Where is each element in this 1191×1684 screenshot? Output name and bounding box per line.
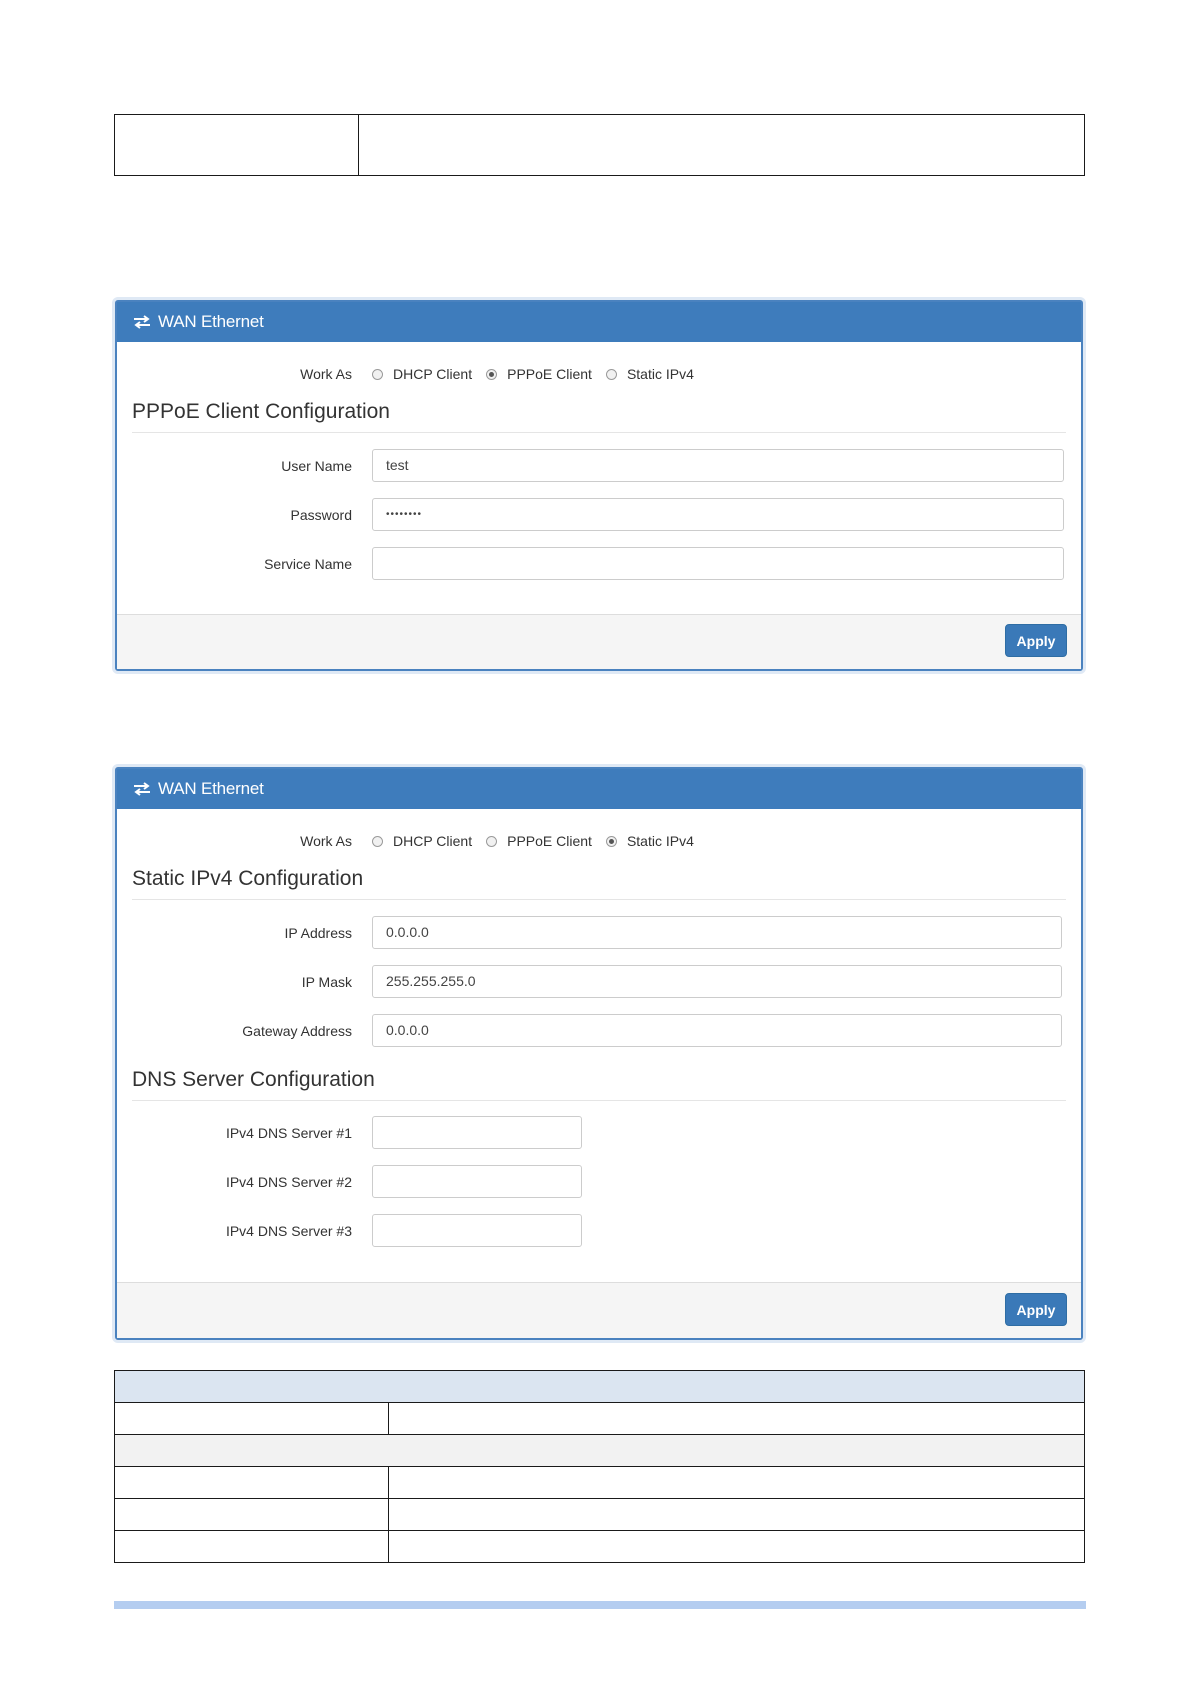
table-row [115, 1530, 1084, 1562]
table-cell-value [389, 1467, 1084, 1498]
panel-heading [117, 769, 1081, 809]
wan-ethernet-panel-pppoe [115, 300, 1083, 671]
field-label-service-name: Service Name [264, 556, 352, 572]
service-name-input[interactable] [372, 547, 1064, 580]
ip-address-input[interactable]: 0.0.0.0 [372, 916, 1062, 949]
table-cell-key [115, 1467, 389, 1498]
bottom-table [114, 1370, 1085, 1563]
radio-pppoe-client[interactable] [486, 369, 497, 380]
field-label-dns-1: IPv4 DNS Server #1 [225, 1125, 352, 1141]
radio-label-static-ipv4[interactable]: Static IPv4 [626, 833, 694, 849]
field-label-user-name: User Name [281, 458, 352, 474]
work-as-radio-group [372, 366, 708, 382]
panel-footer [117, 1282, 1081, 1338]
radio-static-ipv4[interactable] [606, 369, 617, 380]
panel-body [117, 342, 1081, 669]
field-label-gateway-address: Gateway Address [242, 1023, 352, 1039]
panel-body [117, 809, 1081, 1338]
swap-arrows-icon [133, 782, 151, 796]
field-label-ip-mask: IP Mask [301, 974, 352, 990]
field-label-dns-3: IPv4 DNS Server #3 [225, 1223, 352, 1239]
work-as-label: Work As [300, 366, 352, 382]
top-table-key-cell [115, 115, 359, 175]
ip-mask-input[interactable]: 255.255.255.0 [372, 965, 1062, 998]
swap-arrows-icon [133, 315, 151, 329]
table-row [115, 1402, 1084, 1434]
field-label-password: Password [290, 507, 352, 523]
radio-static-ipv4[interactable] [606, 836, 617, 847]
table-header-row [115, 1371, 1084, 1402]
table-cell-value [389, 1403, 1084, 1434]
table-cell-key [115, 1531, 389, 1562]
table-cell-key [115, 1403, 389, 1434]
apply-button[interactable]: Apply [1005, 624, 1067, 657]
work-as-label: Work As [300, 833, 352, 849]
section-title-dns: DNS Server Configuration [132, 1068, 1066, 1101]
table-cell-value [389, 1499, 1084, 1530]
panel-title: WAN Ethernet [158, 779, 264, 798]
table-row [115, 1466, 1084, 1498]
radio-dhcp-client[interactable] [372, 836, 383, 847]
radio-label-pppoe-client[interactable]: PPPoE Client [507, 366, 592, 382]
field-label-ip-address: IP Address [284, 925, 352, 941]
section-title-static-ipv4: Static IPv4 Configuration [132, 867, 1066, 900]
table-subheader-row [115, 1434, 1084, 1466]
work-as-radio-group [372, 833, 708, 849]
password-input[interactable]: •••••••• [372, 498, 1064, 531]
radio-label-dhcp-client[interactable]: DHCP Client [393, 833, 473, 849]
panel-footer [117, 614, 1081, 669]
radio-label-dhcp-client[interactable]: DHCP Client [393, 366, 473, 382]
dns-server-2-input[interactable] [372, 1165, 582, 1198]
table-cell-value [389, 1531, 1084, 1562]
panel-heading [117, 302, 1081, 342]
radio-dhcp-client[interactable] [372, 369, 383, 380]
apply-button[interactable]: Apply [1005, 1293, 1067, 1326]
radio-pppoe-client[interactable] [486, 836, 497, 847]
gateway-address-input[interactable]: 0.0.0.0 [372, 1014, 1062, 1047]
field-label-dns-2: IPv4 DNS Server #2 [225, 1174, 352, 1190]
page-footer-bar [114, 1601, 1086, 1609]
dns-server-3-input[interactable] [372, 1214, 582, 1247]
user-name-input[interactable]: test [372, 449, 1064, 482]
panel-title: WAN Ethernet [158, 312, 264, 331]
top-table [114, 114, 1085, 176]
top-table-value-cell [359, 115, 1084, 175]
radio-label-static-ipv4[interactable]: Static IPv4 [626, 366, 694, 382]
section-title-pppoe: PPPoE Client Configuration [132, 400, 1066, 433]
dns-server-1-input[interactable] [372, 1116, 582, 1149]
wan-ethernet-panel-static [115, 767, 1083, 1340]
table-cell-key [115, 1499, 389, 1530]
radio-label-pppoe-client[interactable]: PPPoE Client [507, 833, 592, 849]
table-row [115, 1498, 1084, 1530]
